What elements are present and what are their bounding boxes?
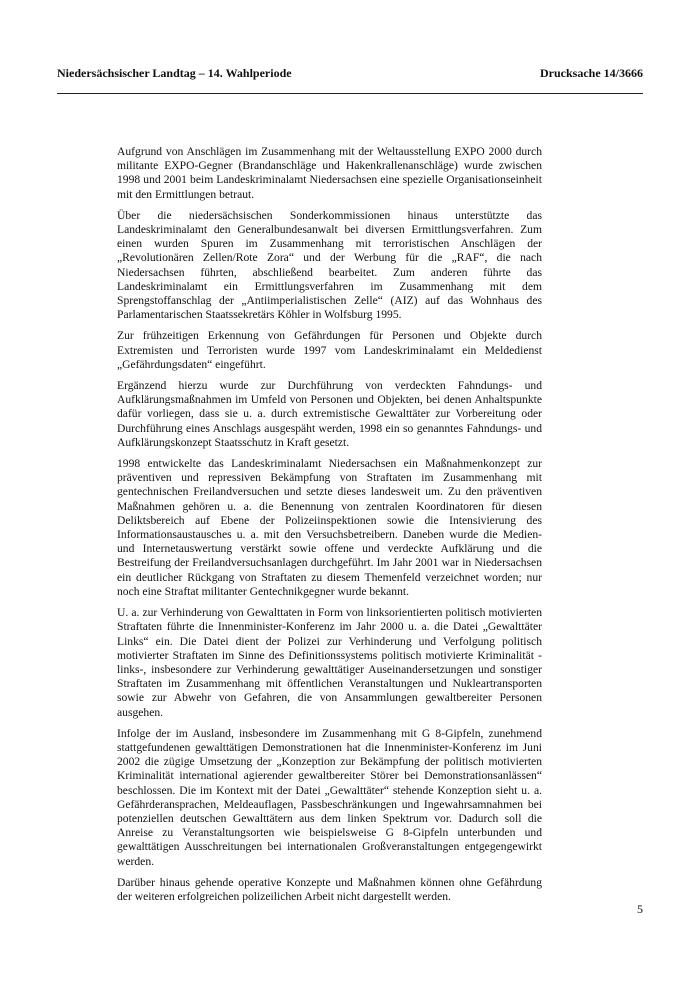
header-divider bbox=[57, 93, 643, 94]
body-paragraph: Infolge der im Ausland, insbesondere im Zusammenhang mit G 8-Gipfeln, zunehmend stattgefundenen gewalttätigen Demonstrationen hat die Innenminister-Konferenz im Juni 2002 die zügige Umsetzung der „Konzeption zur Bekämpfung der politisch motivierten Kriminalität international agierender gewaltbereiter Störer bei Demonstrationsanlässen“ beschlossen. Die im Kontext mit der Datei „Gewalttäter“ stehende Konzeption sieht u. a. Gefährderansprachen, Meldeauflagen, Passbeschränkungen und Ingewahrsamnahmen bei potenziellen deutschen Gewalttätern aus dem linken Spektrum vor. Dadurch soll die Anreise zu Veranstaltungsorten wie beispielsweise G 8-Gipfeln unterbunden und gewalttätigen Ausschreitungen bei internationalen Großveranstaltungen entgegengewirkt werden. bbox=[117, 726, 542, 868]
body-paragraph: Darüber hinaus gehende operative Konzepte und Maßnahmen können ohne Gefährdung der weiteren erfolgreichen polizeilichen Arbeit nicht dargestellt werden. bbox=[117, 875, 542, 903]
header-document-number: Drucksache 14/3666 bbox=[540, 66, 643, 80]
body-paragraph: U. a. zur Verhinderung von Gewalttaten in Form von linksorientierten politisch motivierten Straftaten führte die Innenminister-Konferenz im Jahr 2000 u. a. die Datei „Gewalttäter Links“ ein. Die Datei dient der Polizei zur Verhinderung und Verfolgung politisch motivierter Straftaten im Sinne des Definitionssystems politisch motivierte Kriminalität -links-, insbesondere zur Verhinderung gewalttätiger Auseinandersetzungen und sonstiger Straftaten im Zusammenhang mit öffentlichen Veranstaltungen und Nukleartransporten sowie zur Abwehr von Gefahren, die von Ansammlungen gewaltbereiter Personen ausgehen. bbox=[117, 606, 542, 719]
page-header bbox=[57, 66, 643, 86]
body-paragraph: Zur frühzeitigen Erkennung von Gefährdungen für Personen und Objekte durch Extremisten und Terroristen wurde 1997 vom Landeskriminalamt ein Meldedienst „Gefährdungsdaten“ eingeführt. bbox=[117, 329, 542, 371]
body-paragraph: Ergänzend hierzu wurde zur Durchführung von verdeckten Fahndungs- und Aufklärungsmaßnahmen im Umfeld von Personen und Objekten, bei denen Anhaltspunkte dafür vorliegen, dass sie u. a. durch extremistische Gewalttäter zur Vorbereitung oder Durchführung eines Anschlags ausgespäht werden, 1998 ein so genanntes Fahndungs- und Aufklärungskonzept Staatsschutz in Kraft gesetzt. bbox=[117, 379, 542, 449]
page-number: 5 bbox=[637, 902, 643, 916]
header-parliament-title: Niedersächsischer Landtag – 14. Wahlperiode bbox=[57, 66, 292, 80]
body-paragraph: Aufgrund von Anschlägen im Zusammenhang mit der Weltausstellung EXPO 2000 durch militante EXPO-Gegner (Brandanschläge und Hakenkrallenanschläge) wurde zwischen 1998 und 2001 beim Landeskriminalamt Niedersachsen eine spezielle Organisationseinheit mit den Ermittlungen betraut. bbox=[117, 145, 542, 201]
document-body bbox=[117, 145, 542, 911]
body-paragraph: Über die niedersächsischen Sonderkommissionen hinaus unterstützte das Landeskriminalamt den Generalbundesanwalt bei diversen Ermittlungsverfahren. Zum einen wurden Spuren im Zusammenhang mit terroristischen Anschlägen der „Revolutionären Zellen/Rote Zora“ und der Werbung für die „RAF“, die nach Niedersachsen führten, abschließend bearbeitet. Zum anderen führte das Landeskriminalamt ein Ermittlungsverfahren im Zusammenhang mit dem Sprengstoffanschlag der „Antiimperialistischen Zelle“ (AIZ) auf das Wohnhaus des Parlamentarischen Staatssekretärs Köhler in Wolfsburg 1995. bbox=[117, 208, 542, 322]
body-paragraph: 1998 entwickelte das Landeskriminalamt Niedersachsen ein Maßnahmenkonzept zur präventiven und repressiven Bekämpfung von Straftaten im Zusammenhang mit gentechnischen Freilandversuchen und setzte dieses landesweit um. Zu den präventiven Maßnahmen gehören u. a. die Benennung von zentralen Koordinatoren für diesen Deliktsbereich auf Ebene der Polizeiinspektionen sowie die Intensivierung des Informationsaustausches u. a. mit den Versuchsbetreibern. Daneben wurde die Medien- und Internetauswertung verstärkt sowie offene und verdeckte Aufklärung und die Bestreifung der Freilandversuchsanlagen durchgeführt. Im Jahr 2001 war in Niedersachsen ein deutlicher Rückgang von Straftaten zu diesem Themenfeld verzeichnet worden; nur noch eine Straftat militanter Gentechnikgegner wurde bekannt. bbox=[117, 457, 542, 598]
